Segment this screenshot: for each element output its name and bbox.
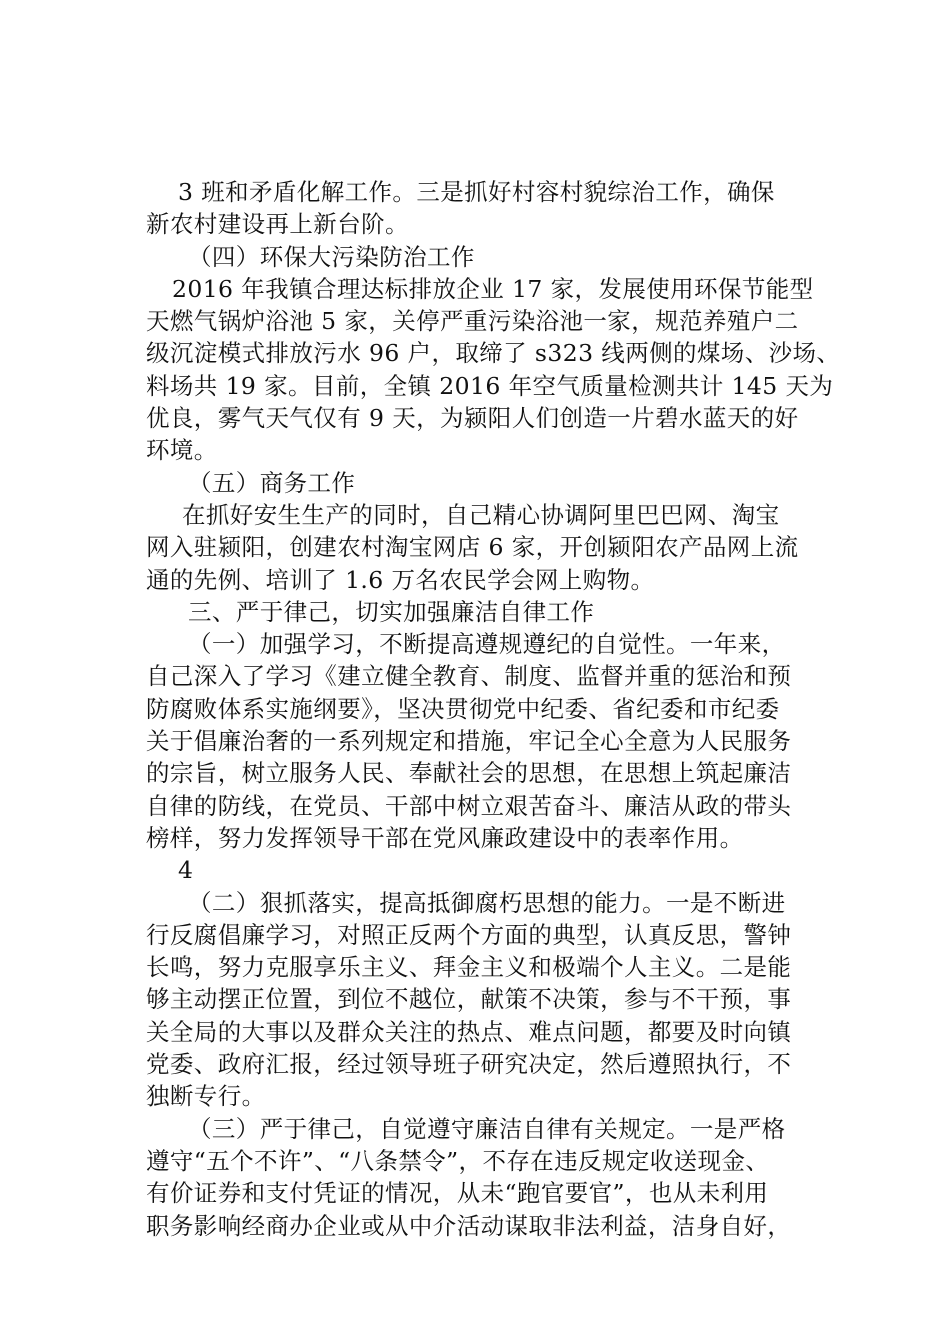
- text-line: 独断专行。: [146, 1082, 266, 1111]
- text-line: 榜样，努力发挥领导干部在党风廉政建设中的表率作用。: [146, 823, 744, 852]
- text-line: （三）严于律己，自觉遵守廉洁自律有关规定。一是严格: [188, 1114, 786, 1143]
- text-line: 遵守“五个不许”、“八条禁令”，不存在违反规定收送现金、: [146, 1146, 770, 1175]
- page-number: 4: [178, 856, 194, 885]
- text-line: 职务影响经商办企业或从中介活动谋取非法利益，洁身自好，: [146, 1211, 792, 1240]
- text-line: 环境。: [146, 436, 218, 465]
- text-line: 级沉淀模式排放污水 96 户，取缔了 s323 线两侧的煤场、沙场、: [146, 339, 841, 368]
- text-line: 有价证券和支付凭证的情况，从未“跑官要官”，也从未利用: [146, 1179, 769, 1208]
- text-line: （一）加强学习，不断提高遵规遵纪的自觉性。一年来，: [188, 630, 786, 659]
- text-line: 自己深入了学习《建立健全教育、制度、监督并重的惩治和预: [146, 662, 792, 691]
- text-line: 通的先例、培训了 1.6 万名农民学会网上购物。: [146, 565, 655, 594]
- text-line: 关全局的大事以及群众关注的热点、难点问题，都要及时向镇: [146, 1017, 792, 1046]
- text-line: 2016 年我镇合理达标排放企业 17 家，发展使用环保节能型: [172, 274, 814, 303]
- text-line: 在抓好安生生产的同时，自己精心协调阿里巴巴网、淘宝: [182, 500, 780, 529]
- text-line: （二）狠抓落实，提高抵御腐朽思想的能力。一是不断进: [188, 888, 786, 917]
- text-line: 关于倡廉治奢的一系列规定和措施，牢记全心全意为人民服务: [146, 727, 792, 756]
- section-heading: 三、严于律己，切实加强廉洁自律工作: [188, 597, 595, 626]
- text-line: 自律的防线，在党员、干部中树立艰苦奋斗、廉洁从政的带头: [146, 791, 792, 820]
- text-line: 新农村建设再上新台阶。: [146, 210, 409, 239]
- text-line: 3 班和矛盾化解工作。三是抓好村容村貌综治工作，确保: [178, 178, 775, 206]
- text-line: 长鸣，努力克服享乐主义、拜金主义和极端个人主义。二是能: [146, 953, 792, 982]
- document-body: [146, 176, 846, 1242]
- text-line: 够主动摆正位置，到位不越位，献策不决策，参与不干预，事: [146, 985, 792, 1014]
- text-line: 优良，雾气天气仅有 9 天，为颍阳人们创造一片碧水蓝天的好: [146, 404, 799, 433]
- text-line: 党委、政府汇报，经过领导班子研究决定，然后遵照执行，不: [146, 1050, 792, 1079]
- text-line: 料场共 19 家。目前，全镇 2016 年空气质量检测共计 145 天为: [146, 371, 834, 400]
- text-line: 行反腐倡廉学习，对照正反两个方面的典型，认真反思，警钟: [146, 920, 792, 949]
- section-heading: （五）商务工作: [188, 468, 356, 497]
- text-line: 防腐败体系实施纲要》，坚决贯彻党中纪委、省纪委和市纪委: [146, 694, 780, 723]
- text-line: 的宗旨，树立服务人民、奉献社会的思想，在思想上筑起廉洁: [146, 759, 792, 788]
- text-line: 网入驻颍阳，创建农村淘宝网店 6 家，开创颍阳农产品网上流: [146, 533, 799, 562]
- text-line: 天燃气锅炉浴池 5 家，关停严重污染浴池一家，规范养殖户二: [146, 307, 799, 336]
- section-heading: （四）环保大污染防治工作: [188, 242, 475, 271]
